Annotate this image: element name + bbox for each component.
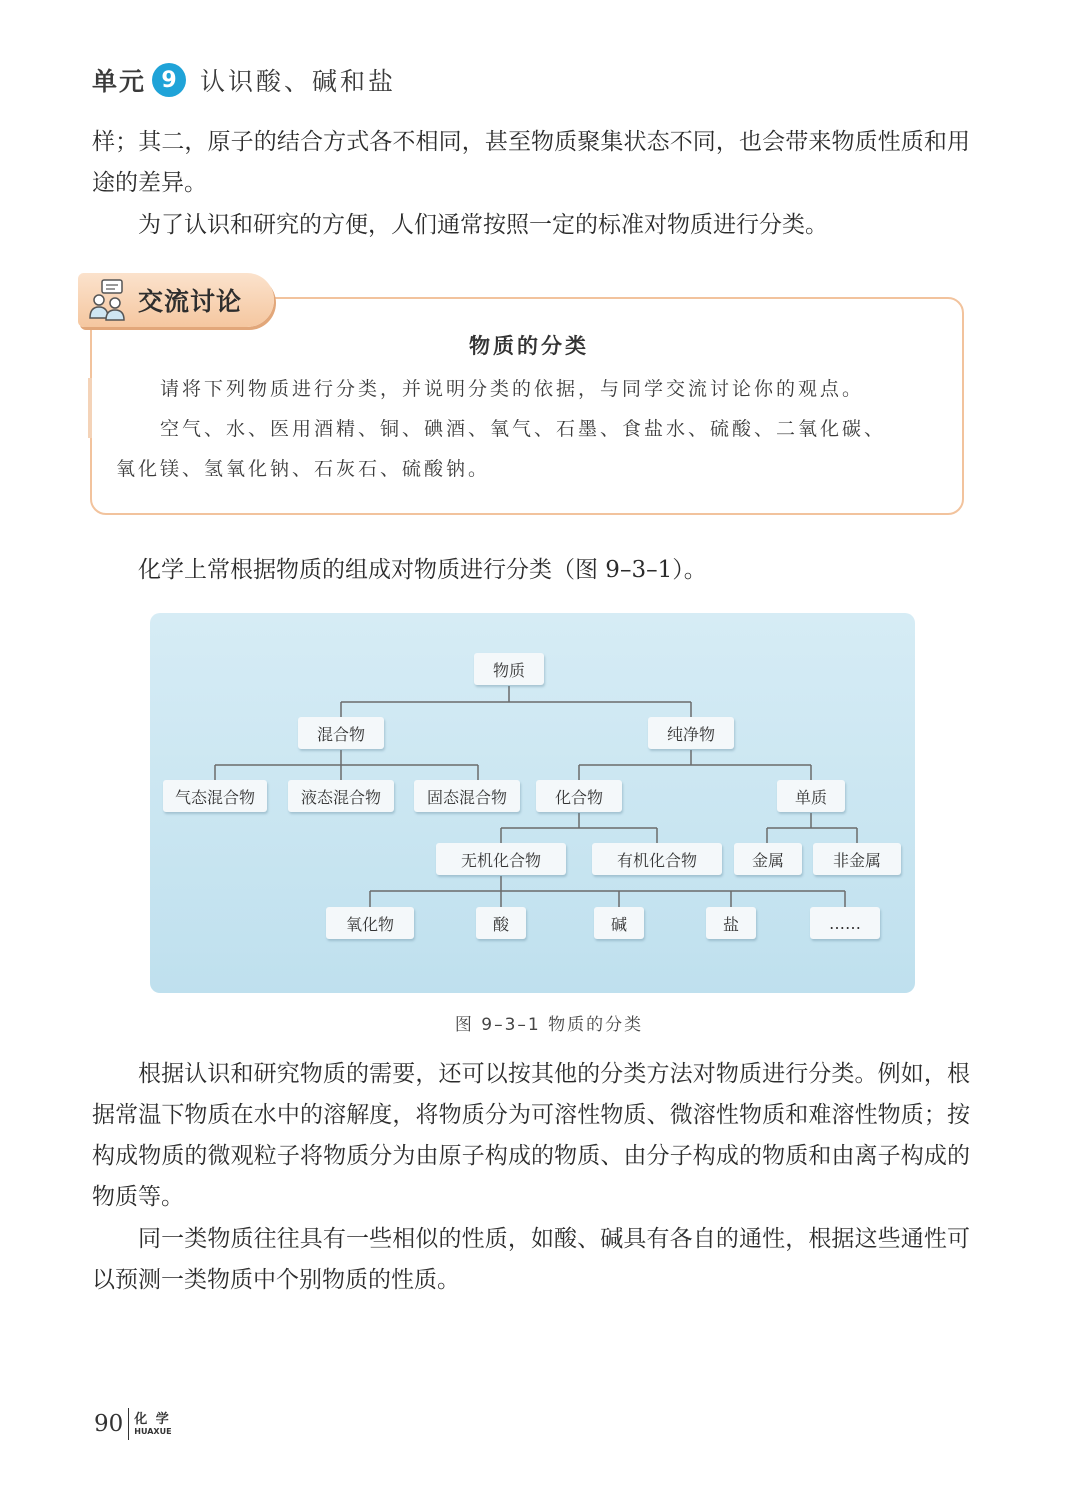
node-gas-mixture: 气态混合物 [163, 780, 267, 812]
discussion-line-2: 空气、水、医用酒精、铜、碘酒、氧气、石墨、食盐水、硫酸、二氧化碳、 [160, 418, 887, 440]
subject-cn: 化 学 [134, 1411, 171, 1427]
page-footer [94, 1408, 172, 1440]
subject-en: HUAXUE [134, 1426, 172, 1436]
node-metal: 金属 [734, 843, 802, 875]
node-base: 碱 [594, 907, 644, 939]
node-nonmetal: 非金属 [813, 843, 901, 875]
node-compound: 化合物 [536, 780, 622, 812]
unit-title: 认识酸、碱和盐 [200, 67, 397, 96]
paragraph-1: 样；其二，原子的结合方式各不相同，甚至物质聚集状态不同，也会带来物质性质和用途的差异。 [92, 129, 970, 196]
footer-divider [128, 1408, 129, 1440]
node-liquid-mixture: 液态混合物 [288, 780, 394, 812]
box-left-accent [88, 378, 92, 438]
discussion-line-1: 请将下列物质进行分类，并说明分类的依据，与同学交流讨论你的观点。 [160, 378, 865, 400]
node-mixture: 混合物 [298, 717, 384, 749]
paragraph-2: 为了认识和研究的方便，人们通常按照一定的标准对物质进行分类。 [138, 212, 828, 238]
node-inorganic-compound: 无机化合物 [436, 843, 566, 875]
node-acid: 酸 [476, 907, 526, 939]
node-ellipsis: …… [810, 907, 880, 939]
node-substance: 物质 [474, 653, 544, 685]
unit-header [92, 60, 396, 100]
node-organic-compound: 有机化合物 [592, 843, 722, 875]
discussion-tab [78, 273, 274, 327]
figure-intro: 化学上常根据物质的组成对物质进行分类（图 9–3–1）。 [138, 557, 707, 583]
node-salt: 盐 [706, 907, 756, 939]
node-element: 单质 [777, 780, 845, 812]
unit-number-badge: 9 [152, 63, 186, 97]
paragraph-3: 根据认识和研究物质的需要，还可以按其他的分类方法对物质进行分类。例如，根据常温下物质在水中的溶解度，将物质分为可溶性物质、微溶性物质和难溶性物质；按构成物质的微观粒子将物质分为由原子构成的物质、由分子构成的物质和由离子构成的物质等。 [92, 1061, 970, 1210]
discussion-people-icon [88, 278, 128, 322]
node-oxide: 氧化物 [326, 907, 414, 939]
subject-mark [134, 1412, 171, 1437]
discussion-line-3: 氧化镁、氢氧化钠、石灰石、硫酸钠。 [116, 458, 491, 480]
discussion-heading: 物质的分类 [469, 334, 589, 358]
node-solid-mixture: 固态混合物 [414, 780, 520, 812]
classification-diagram [150, 613, 915, 993]
page-number: 90 [94, 1411, 124, 1437]
discussion-title: 交流讨论 [138, 287, 243, 316]
figure-caption: 图 9–3–1 物质的分类 [454, 1015, 644, 1035]
paragraph-4: 同一类物质往往具有一些相似的性质，如酸、碱具有各自的通性，根据这些通性可以预测一类物质中个别物质的性质。 [92, 1226, 970, 1293]
unit-word: 单元 [92, 67, 147, 96]
node-pure-substance: 纯净物 [648, 717, 734, 749]
